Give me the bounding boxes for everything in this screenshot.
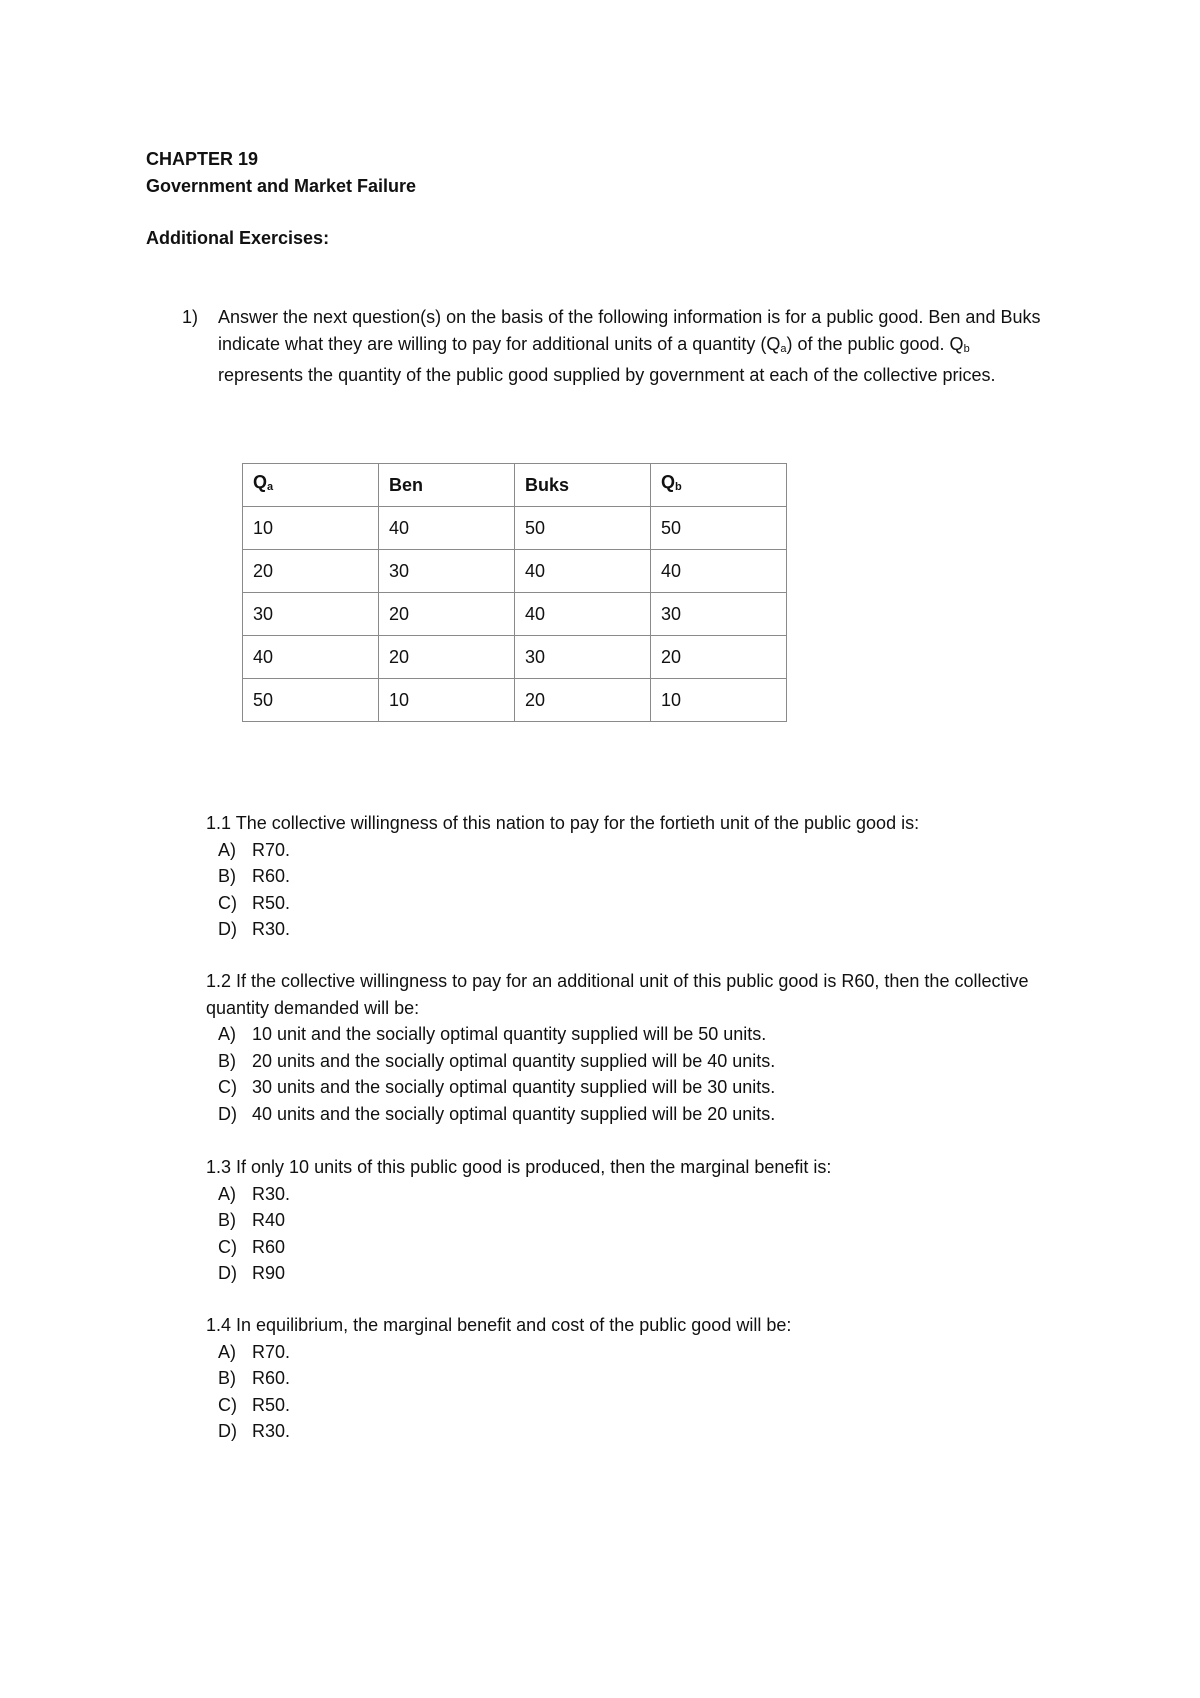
- option-letter: C): [218, 1394, 237, 1415]
- table-cell: 20: [651, 636, 787, 679]
- option-letter: B): [218, 866, 236, 886]
- subscript-a: a: [780, 342, 787, 355]
- question-stem: 1.1 The collective willingness of this nation to pay for the fortieth unit of the public good is:: [206, 813, 920, 833]
- option-letter: A): [218, 1024, 236, 1044]
- option-letter: D): [218, 919, 237, 939]
- table-cell: 10: [651, 679, 787, 722]
- table-cell: 30: [379, 550, 515, 593]
- table-cell: 30: [243, 593, 379, 636]
- table-cell: 40: [379, 507, 515, 550]
- subquestion-1-4: [206, 1312, 1086, 1445]
- chapter-header: [146, 146, 416, 252]
- option-c: [218, 1074, 1086, 1101]
- option-text: 30 units and the socially optimal quantity supplied will be 30 units.: [252, 1077, 776, 1097]
- option-letter: A): [218, 839, 236, 860]
- option-text: R30.: [252, 919, 291, 939]
- option-b: [218, 1048, 1086, 1075]
- option-c: [218, 1392, 1086, 1419]
- option-a: [218, 1339, 1086, 1366]
- header-qa: $Q_a$: [243, 464, 379, 507]
- intro-part-2: ) of the public good. Q: [786, 333, 964, 354]
- option-text: R50.: [252, 892, 291, 913]
- option-d: [218, 1418, 1086, 1445]
- option-letter: C): [218, 892, 237, 913]
- question-stem: 1.4 In equilibrium, the marginal benefit and cost of the public good will be:: [206, 1315, 792, 1335]
- chapter-subtitle: Government and Market Failure: [146, 175, 417, 196]
- option-text: R50.: [252, 1394, 291, 1415]
- option-text: R60.: [252, 1368, 291, 1388]
- table-cell: 10: [243, 507, 379, 550]
- header-qb: $Q_b$: [651, 464, 787, 507]
- option-text: R70.: [252, 839, 291, 860]
- intro-part-1: Answer the next question(s) on the basis of the following information is for a public good. Ben and Buks indicate what they are willing to pay for additional units of a quantity (Q: [218, 307, 1041, 354]
- table-cell: 50: [651, 507, 787, 550]
- table-cell: 20: [379, 636, 515, 679]
- willingness-table: [242, 463, 787, 722]
- table-cell: 40: [515, 550, 651, 593]
- table-row: [243, 636, 787, 679]
- question-intro: [218, 304, 1058, 389]
- option-text: R30.: [252, 1183, 291, 1204]
- option-c: [218, 1234, 1086, 1261]
- table-cell: 50: [243, 679, 379, 722]
- table-cell: 40: [651, 550, 787, 593]
- header-spacer: [146, 199, 416, 225]
- option-a: [218, 1181, 1086, 1208]
- option-d: [218, 916, 1086, 943]
- table-cell: 20: [515, 679, 651, 722]
- option-letter: C): [218, 1236, 237, 1257]
- option-c: [218, 890, 1086, 917]
- option-letter: B): [218, 1050, 236, 1071]
- option-letter: B): [218, 1210, 236, 1230]
- option-text: 40 units and the socially optimal quantity supplied will be 20 units.: [252, 1103, 776, 1124]
- option-letter: B): [218, 1368, 236, 1388]
- question-1: [182, 304, 1062, 389]
- chapter-title: CHAPTER 19: [146, 149, 259, 169]
- answer-options: [218, 1339, 1086, 1445]
- header-ben: Ben: [379, 464, 515, 507]
- option-text: 20 units and the socially optimal quantity supplied will be 40 units.: [252, 1050, 776, 1071]
- question-number: 1): [182, 307, 199, 327]
- intro-part-3: represents the quantity of the public good supplied by government at each of the collective prices.: [218, 365, 996, 385]
- option-text: 10 unit and the socially optimal quantity supplied will be 50 units.: [252, 1024, 767, 1044]
- table-row: [243, 550, 787, 593]
- table-row: [243, 593, 787, 636]
- option-letter: C): [218, 1077, 237, 1097]
- option-text: R30.: [252, 1421, 291, 1441]
- question-stem: 1.2 If the collective willingness to pay for an additional unit of this public good is R60, then the collective quantity demanded will be:: [206, 971, 1029, 1018]
- table-row: [243, 507, 787, 550]
- subquestion-1-1: [206, 810, 1086, 943]
- table-cell: 40: [243, 636, 379, 679]
- option-d: [218, 1101, 1086, 1128]
- subscript-b: b: [963, 342, 970, 355]
- option-letter: D): [218, 1103, 237, 1124]
- option-letter: A): [218, 1183, 236, 1204]
- section-title: Additional Exercises:: [146, 228, 330, 248]
- answer-options: [218, 1021, 1086, 1127]
- table-cell: 20: [379, 593, 515, 636]
- option-b: [218, 1207, 1086, 1234]
- option-b: [218, 1365, 1086, 1392]
- table-cell: 30: [651, 593, 787, 636]
- option-d: [218, 1260, 1086, 1287]
- option-text: R40: [252, 1210, 286, 1230]
- option-text: R90: [252, 1263, 286, 1283]
- option-letter: A): [218, 1341, 236, 1362]
- option-b: [218, 863, 1086, 890]
- header-buks: Buks: [515, 464, 651, 507]
- option-text: R70.: [252, 1341, 291, 1362]
- table-cell: 50: [515, 507, 651, 550]
- table-row: [243, 679, 787, 722]
- option-letter: D): [218, 1421, 237, 1441]
- subquestion-1-3: [206, 1154, 1086, 1287]
- question-stem: 1.3 If only 10 units of this public good is produced, then the marginal benefit is:: [206, 1157, 832, 1177]
- option-a: [218, 837, 1086, 864]
- table-header-row: [243, 464, 787, 507]
- option-letter: D): [218, 1263, 237, 1283]
- subquestion-1-2: [206, 968, 1086, 1127]
- table-cell: 30: [515, 636, 651, 679]
- table-cell: 10: [379, 679, 515, 722]
- option-text: R60.: [252, 866, 291, 886]
- answer-options: [218, 1181, 1086, 1287]
- table-cell: 40: [515, 593, 651, 636]
- option-a: [218, 1021, 1086, 1048]
- table-cell: 20: [243, 550, 379, 593]
- option-text: R60: [252, 1236, 286, 1257]
- answer-options: [218, 837, 1086, 943]
